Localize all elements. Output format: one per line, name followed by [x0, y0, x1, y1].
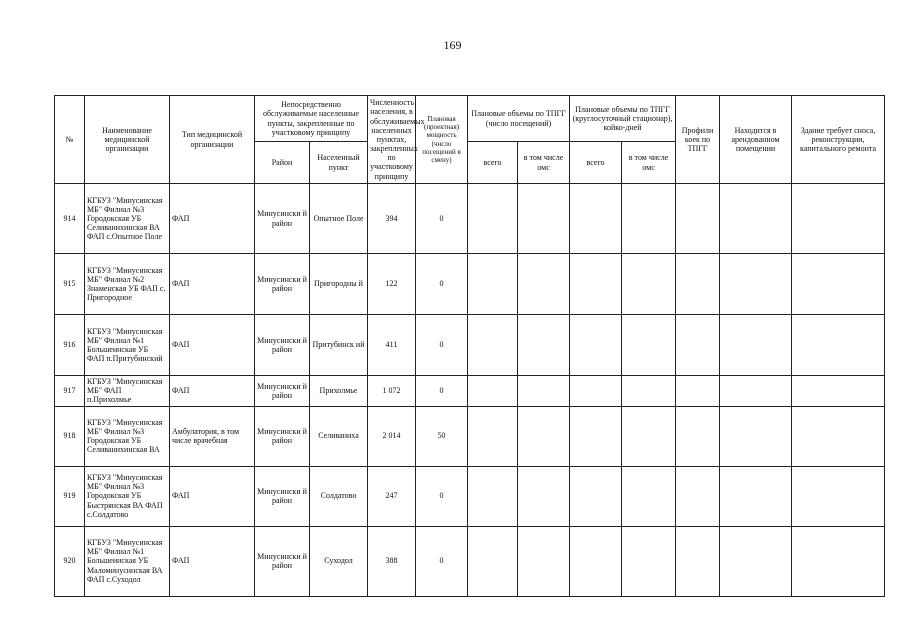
- row-capacity: 0: [416, 184, 468, 254]
- header-outpatient-group: Плановые объемы по ТПГГ (число посещений): [468, 96, 570, 142]
- row-district: Минусински й район: [255, 315, 310, 376]
- row-no: 914: [55, 184, 85, 254]
- row-org-name: КГБУЗ "Минусинская МБ" Филиал №3 Городокская УБ Селиванихинская ВА ФАП с.Опытное Поле: [85, 184, 170, 254]
- table-row: [55, 526, 885, 596]
- row-type: ФАП: [170, 376, 255, 407]
- row-building: [792, 184, 885, 254]
- row-inpatient-total: [570, 315, 622, 376]
- row-district: Минусински й район: [255, 526, 310, 596]
- row-no: 915: [55, 254, 85, 315]
- row-capacity: 0: [416, 466, 468, 526]
- row-district: Минусински й район: [255, 254, 310, 315]
- header-org-name: Наименование медицинской организации: [85, 96, 170, 184]
- row-inpatient-oms: [622, 376, 676, 407]
- header-inpatient-oms: в том числе омс: [622, 142, 676, 184]
- row-type: ФАП: [170, 315, 255, 376]
- page-number: 169: [443, 38, 462, 52]
- table-row: [55, 184, 885, 254]
- header-settlement: Населенный пункт: [310, 142, 368, 184]
- row-population: 411: [368, 315, 416, 376]
- row-inpatient-oms: [622, 315, 676, 376]
- row-outpatient-oms: [518, 466, 570, 526]
- header-district: Район: [255, 142, 310, 184]
- header-row-top: [55, 96, 885, 142]
- row-inpatient-total: [570, 526, 622, 596]
- row-building: [792, 315, 885, 376]
- row-district: Минусински й район: [255, 406, 310, 466]
- header-med-type: Тип медицинской организации: [170, 96, 255, 184]
- row-profile: [676, 406, 720, 466]
- row-profile: [676, 315, 720, 376]
- row-profile: [676, 254, 720, 315]
- table-row: [55, 376, 885, 407]
- row-profile: [676, 184, 720, 254]
- row-district: Минусински й район: [255, 184, 310, 254]
- row-district: Минусински й район: [255, 466, 310, 526]
- row-population: 2 014: [368, 406, 416, 466]
- row-outpatient-oms: [518, 526, 570, 596]
- row-capacity: 0: [416, 376, 468, 407]
- row-inpatient-total: [570, 184, 622, 254]
- row-settlement: Селиваниха: [310, 406, 368, 466]
- row-inpatient-total: [570, 406, 622, 466]
- row-no: 917: [55, 376, 85, 407]
- row-outpatient-oms: [518, 254, 570, 315]
- row-capacity: 0: [416, 526, 468, 596]
- row-population: 122: [368, 254, 416, 315]
- row-inpatient-oms: [622, 526, 676, 596]
- row-inpatient-total: [570, 376, 622, 407]
- row-type: ФАП: [170, 254, 255, 315]
- row-type: Амбулатория, в том числе врачебная: [170, 406, 255, 466]
- row-no: 916: [55, 315, 85, 376]
- row-inpatient-oms: [622, 406, 676, 466]
- row-outpatient-total: [468, 184, 518, 254]
- row-population: 247: [368, 466, 416, 526]
- header-leased: Находится в арендованном помещении: [720, 96, 792, 184]
- row-outpatient-total: [468, 406, 518, 466]
- row-settlement: Солдатово: [310, 466, 368, 526]
- row-settlement: Опытное Поле: [310, 184, 368, 254]
- row-leased: [720, 526, 792, 596]
- row-outpatient-total: [468, 466, 518, 526]
- row-type: ФАП: [170, 184, 255, 254]
- row-capacity: 0: [416, 315, 468, 376]
- row-no: 918: [55, 406, 85, 466]
- header-inpatient-total: всего: [570, 142, 622, 184]
- table-row: [55, 466, 885, 526]
- row-org-name: КГБУЗ "Минусинская МБ" ФАП п.Прихолмье: [85, 376, 170, 407]
- table-row: [55, 406, 885, 466]
- header-profile: Профили коек по ТПГГ: [676, 96, 720, 184]
- row-profile: [676, 376, 720, 407]
- row-outpatient-total: [468, 526, 518, 596]
- row-outpatient-oms: [518, 376, 570, 407]
- header-no: №: [55, 96, 85, 184]
- header-inpatient-group: Плановые объемы по ТПГГ (круглосуточный стационар), койко-дней: [570, 96, 676, 142]
- row-org-name: КГБУЗ "Минусинская МБ" Филиал №1 Большеинская УБ ФАП п.Притубинский: [85, 315, 170, 376]
- row-population: 394: [368, 184, 416, 254]
- row-population: 1 072: [368, 376, 416, 407]
- row-inpatient-oms: [622, 184, 676, 254]
- row-settlement: Притубинск ий: [310, 315, 368, 376]
- medical-organizations-table: [54, 95, 885, 597]
- row-leased: [720, 376, 792, 407]
- row-population: 388: [368, 526, 416, 596]
- header-outpatient-oms: в том числе омс: [518, 142, 570, 184]
- header-direct-group: Непосредственно обслуживаемые населенные пункты, закрепленные по участковому принципу: [255, 96, 368, 142]
- row-outpatient-oms: [518, 406, 570, 466]
- row-org-name: КГБУЗ "Минусинская МБ" Филиал №1 Большеинская УБ Маломинусинская ВА ФАП с.Суходол: [85, 526, 170, 596]
- row-leased: [720, 466, 792, 526]
- row-no: 919: [55, 466, 85, 526]
- row-leased: [720, 315, 792, 376]
- header-capacity: Плановая (проектная) мощность (число посещений в смену): [416, 96, 468, 184]
- row-leased: [720, 184, 792, 254]
- row-org-name: КГБУЗ "Минусинская МБ" Филиал №3 Городокская УБ Селиванихинская ВА: [85, 406, 170, 466]
- row-outpatient-total: [468, 254, 518, 315]
- row-inpatient-oms: [622, 254, 676, 315]
- row-district: Минусински й район: [255, 376, 310, 407]
- row-inpatient-total: [570, 254, 622, 315]
- row-capacity: 50: [416, 406, 468, 466]
- row-profile: [676, 466, 720, 526]
- row-outpatient-total: [468, 376, 518, 407]
- row-settlement: Прихолмье: [310, 376, 368, 407]
- row-type: ФАП: [170, 466, 255, 526]
- row-outpatient-total: [468, 315, 518, 376]
- row-building: [792, 466, 885, 526]
- row-leased: [720, 254, 792, 315]
- row-org-name: КГБУЗ "Минусинская МБ" Филиал №2 Знаменская УБ ФАП с. Пригородное: [85, 254, 170, 315]
- row-building: [792, 526, 885, 596]
- table-row: [55, 254, 885, 315]
- row-settlement: Пригородны й: [310, 254, 368, 315]
- row-leased: [720, 406, 792, 466]
- row-inpatient-total: [570, 466, 622, 526]
- row-outpatient-oms: [518, 184, 570, 254]
- row-org-name: КГБУЗ "Минусинская МБ" Филиал №3 Городокская УБ Быстрянская ВА ФАП с.Солдатово: [85, 466, 170, 526]
- header-outpatient-total: всего: [468, 142, 518, 184]
- row-inpatient-oms: [622, 466, 676, 526]
- row-building: [792, 406, 885, 466]
- row-building: [792, 254, 885, 315]
- row-building: [792, 376, 885, 407]
- header-population: Численность населения, в обслуживаемых населенных пунктах, закрепленных по участковому принципу: [368, 96, 416, 184]
- table-row: [55, 315, 885, 376]
- row-type: ФАП: [170, 526, 255, 596]
- row-profile: [676, 526, 720, 596]
- row-outpatient-oms: [518, 315, 570, 376]
- row-capacity: 0: [416, 254, 468, 315]
- row-no: 920: [55, 526, 85, 596]
- header-building: Здание требует сноса, реконструкции, капитального ремонта: [792, 96, 885, 184]
- row-settlement: Суходол: [310, 526, 368, 596]
